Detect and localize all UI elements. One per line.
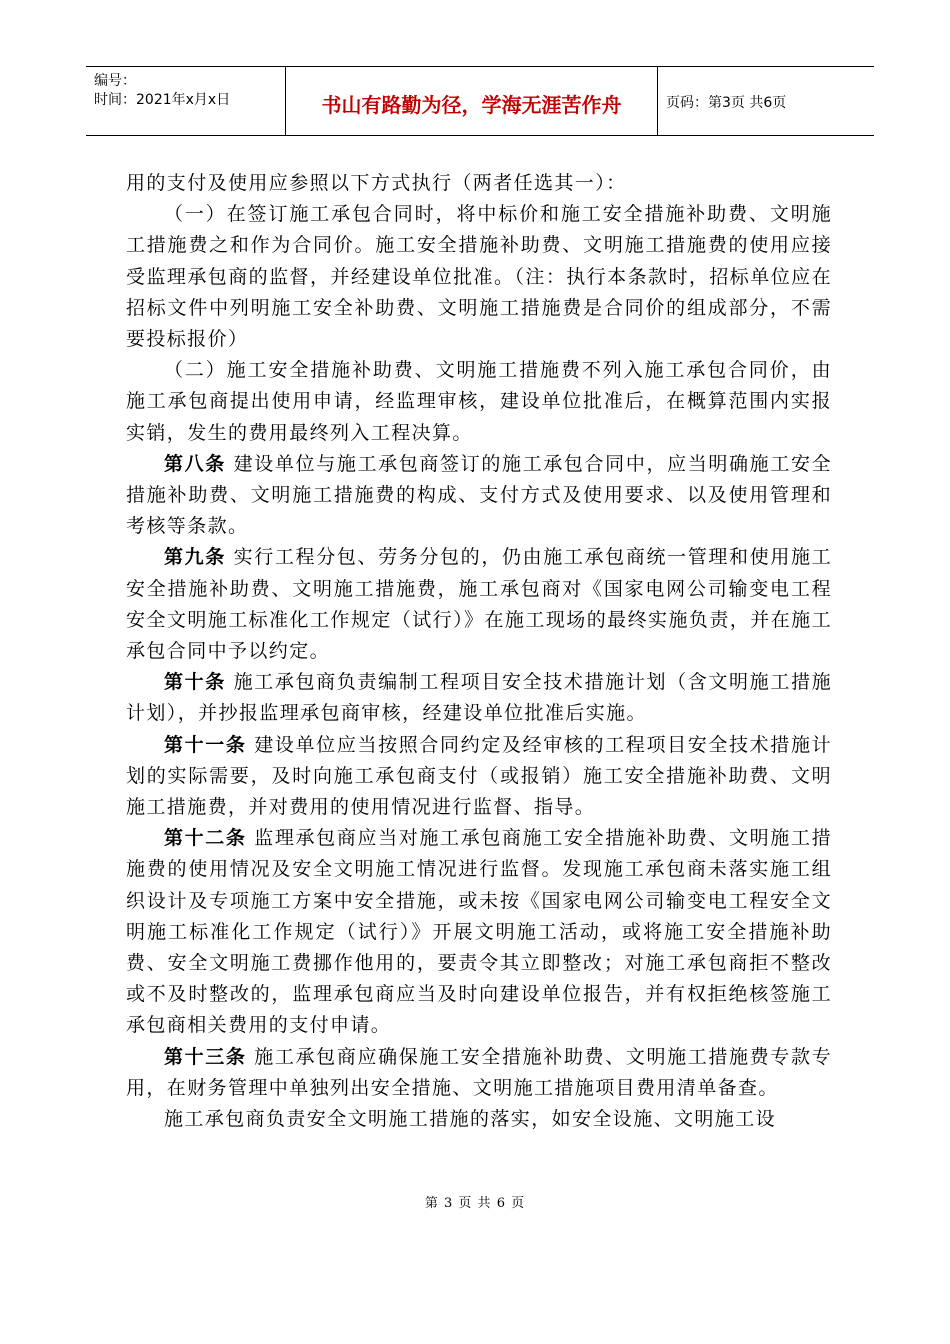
article-heading: 第九条 [164, 546, 226, 569]
article-heading: 第十二条 [164, 827, 247, 850]
article-13: 第十三条 施工承包商应确保施工安全措施补助费、文明施工措施费专款专用，在财务管理中单独列出安全措施、文明施工措施项目费用清单备查。 [126, 1045, 832, 1099]
article-9: 第九条 实行工程分包、劳务分包的，仍由施工承包商统一管理和使用施工安全措施补助费、文明施工措施费，施工承包商对《国家电网公司输变电工程安全文明施工标准化工作规定（试行）》在施工现场的最终实施负责，并在施工承包合同中予以约定。 [126, 546, 833, 663]
header-page-number: 页码：第3页 共6页 [666, 95, 787, 111]
article-heading: 第八条 [164, 452, 226, 475]
paragraph-option-1: （一）在签订施工承包合同时，将中标价和施工安全措施补助费、文明施工措施费之和作为合同价。施工安全措施补助费、文明施工措施费的使用应接受监理承包商的监督，并经建设单位批准。（注：执行本条款时，招标单位应在招标文件中列明施工安全补助费、文明施工措施费是合同价的组成部分，不需要投标报价） [126, 203, 832, 351]
page-footer: 第 3 页 共 6 页 [424, 1196, 526, 1211]
paragraph-continuation: 用的支付及使用应参照以下方式执行（两者任选其一）： [126, 172, 627, 194]
time-label: 时间：2021年x月x日 [94, 92, 231, 108]
serial-number-label: 编号： [94, 73, 136, 89]
header-info-cell [86, 67, 286, 135]
article-12: 第十二条 监理承包商应当对施工承包商施工安全措施补助费、文明施工措施费的使用情况及安全文明施工情况进行监督。发现施工承包商未落实施工组织设计及专项施工方案中安全措施，或未按《国家电网公司输变电工程安全文明施工标准化工作规定（试行）》开展文明施工活动，或将施工安全措施补助费、安全文明施工费挪作他用的，要责令其立即整改；对施工承包商拒不整改或不及时整改的，监理承包商应当及时向建设单位报告，并有权拒绝核签施工承包商相关费用的支付申请。 [126, 827, 832, 1037]
document-body [126, 168, 832, 1135]
paragraph-option-2: （二）施工安全措施补助费、文明施工措施费不列入施工承包合同价，由施工承包商提出使用申请，经监理审核，建设单位批准后，在概算范围内实报实销，发生的费用最终列入工程决算。 [126, 359, 832, 444]
article-heading: 第十条 [164, 671, 226, 694]
article-10: 第十条 施工承包商负责编制工程项目安全技术措施计划（含文明施工措施计划），并抄报监理承包商审核，经建设单位批准后实施。 [126, 671, 833, 725]
article-11: 第十一条 建设单位应当按照合同约定及经审核的工程项目安全技术措施计划的实际需要，及时向施工承包商支付（或报销）施工安全措施补助费、文明施工措施费，并对费用的使用情况进行监督、指导。 [126, 733, 832, 819]
header-motto: 书山有路勤为径，学海无涯苦作舟 [286, 67, 658, 135]
article-heading: 第十三条 [164, 1045, 247, 1068]
paragraph-last: 施工承包商负责安全文明施工措施的落实，如安全设施、文明施工设 [164, 1108, 777, 1131]
page-header [86, 66, 874, 136]
article-8: 第八条 建设单位与施工承包商签订的施工承包合同中，应当明确施工安全措施补助费、文明施工措施费的构成、支付方式及使用要求、以及使用管理和考核等条款。 [126, 452, 833, 538]
article-heading: 第十一条 [164, 733, 247, 756]
